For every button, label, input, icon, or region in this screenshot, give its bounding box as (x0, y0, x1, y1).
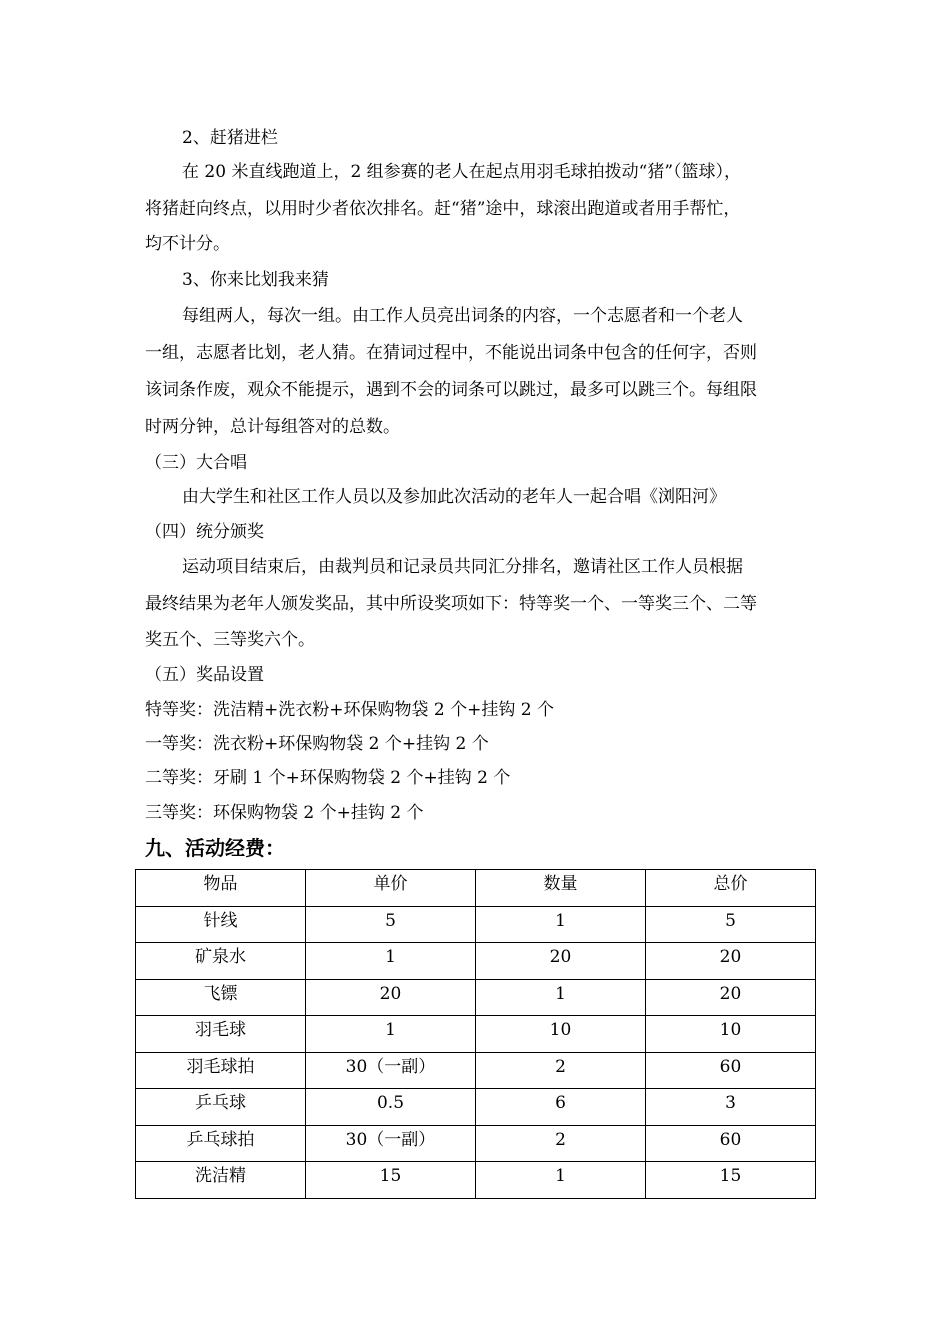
paragraph-line: 每组两人，每次一组。由工作人员亮出词条的内容，一个志愿者和一个老人 (182, 306, 743, 326)
header-unit-price: 单价 (306, 870, 476, 907)
paragraph-line: 该词条作废，观众不能提示，遇到不会的词条可以跳过，最多可以跳三个。每组限 (145, 380, 757, 400)
cell-item: 乒乓球拍 (136, 1125, 306, 1162)
cell-quantity: 1 (476, 1162, 646, 1199)
paragraph-line: 最终结果为老年人颁发奖品，其中所设奖项如下：特等奖一个、一等奖三个、二等 (145, 594, 757, 614)
table-row (136, 943, 816, 980)
subsection-title-chorus: （三）大合唱 (145, 453, 247, 473)
cell-quantity: 1 (476, 906, 646, 943)
cell-total-price: 10 (646, 1016, 816, 1053)
prize-line-second: 二等奖：牙刷 1 个+环保购物袋 2 个+挂钩 2 个 (145, 768, 511, 788)
subsection-title-prizes: （五）奖品设置 (145, 665, 264, 685)
table-row (136, 1089, 816, 1126)
table-header-row (136, 870, 816, 907)
cell-unit-price: 30（一副） (306, 1125, 476, 1162)
cell-item: 飞镖 (136, 979, 306, 1016)
cell-unit-price: 30（一副） (306, 1052, 476, 1089)
paragraph-line: 运动项目结束后，由裁判员和记录员共同汇分排名，邀请社区工作人员根据 (182, 557, 743, 577)
cell-quantity: 20 (476, 943, 646, 980)
cell-unit-price: 1 (306, 943, 476, 980)
cell-total-price: 20 (646, 979, 816, 1016)
subsection-title-pig-race: 2、赶猪进栏 (182, 128, 278, 148)
cell-item: 矿泉水 (136, 943, 306, 980)
prize-line-first: 一等奖：洗衣粉+环保购物袋 2 个+挂钩 2 个 (145, 734, 489, 754)
cell-quantity: 2 (476, 1125, 646, 1162)
cell-total-price: 60 (646, 1125, 816, 1162)
header-item: 物品 (136, 870, 306, 907)
header-quantity: 数量 (476, 870, 646, 907)
paragraph-line: 将猪赶向终点，以用时少者依次排名。赶“猪”途中，球滚出跑道或者用手帮忙， (145, 199, 741, 219)
cell-item: 洗洁精 (136, 1162, 306, 1199)
cell-total-price: 3 (646, 1089, 816, 1126)
table-row (136, 1125, 816, 1162)
cell-quantity: 6 (476, 1089, 646, 1126)
cell-quantity: 1 (476, 979, 646, 1016)
paragraph-line: 由大学生和社区工作人员以及参加此次活动的老年人一起合唱《浏阳河》 (182, 487, 726, 507)
cell-unit-price: 20 (306, 979, 476, 1016)
section-heading-budget: 九、活动经费： (145, 836, 285, 860)
table-row (136, 1016, 816, 1053)
header-total-price: 总价 (646, 870, 816, 907)
table-row (136, 906, 816, 943)
table-row (136, 1162, 816, 1199)
paragraph-line: 一组，志愿者比划，老人猜。在猜词过程中，不能说出词条中包含的任何字，否则 (145, 343, 757, 363)
budget-table (135, 869, 816, 1199)
cell-quantity: 10 (476, 1016, 646, 1053)
cell-unit-price: 0.5 (306, 1089, 476, 1126)
subsection-title-awards: （四）统分颁奖 (145, 522, 264, 542)
cell-total-price: 20 (646, 943, 816, 980)
cell-item: 乒乓球 (136, 1089, 306, 1126)
cell-unit-price: 1 (306, 1016, 476, 1053)
cell-unit-price: 15 (306, 1162, 476, 1199)
table-row (136, 979, 816, 1016)
cell-item: 针线 (136, 906, 306, 943)
subsection-title-charades: 3、你来比划我来猜 (182, 270, 329, 290)
cell-total-price: 15 (646, 1162, 816, 1199)
cell-item: 羽毛球拍 (136, 1052, 306, 1089)
paragraph-line: 在 20 米直线跑道上，2 组参赛的老人在起点用羽毛球拍拨动“猪”（篮球）， (182, 162, 742, 182)
cell-total-price: 60 (646, 1052, 816, 1089)
cell-unit-price: 5 (306, 906, 476, 943)
table-row (136, 1052, 816, 1089)
cell-total-price: 5 (646, 906, 816, 943)
cell-item: 羽毛球 (136, 1016, 306, 1053)
prize-line-special: 特等奖：洗洁精+洗衣粉+环保购物袋 2 个+挂钩 2 个 (145, 700, 554, 720)
paragraph-line: 均不计分。 (145, 234, 230, 254)
paragraph-line: 时两分钟，总计每组答对的总数。 (145, 417, 400, 437)
cell-quantity: 2 (476, 1052, 646, 1089)
prize-line-third: 三等奖：环保购物袋 2 个+挂钩 2 个 (145, 803, 424, 823)
paragraph-line: 奖五个、三等奖六个。 (145, 630, 315, 650)
